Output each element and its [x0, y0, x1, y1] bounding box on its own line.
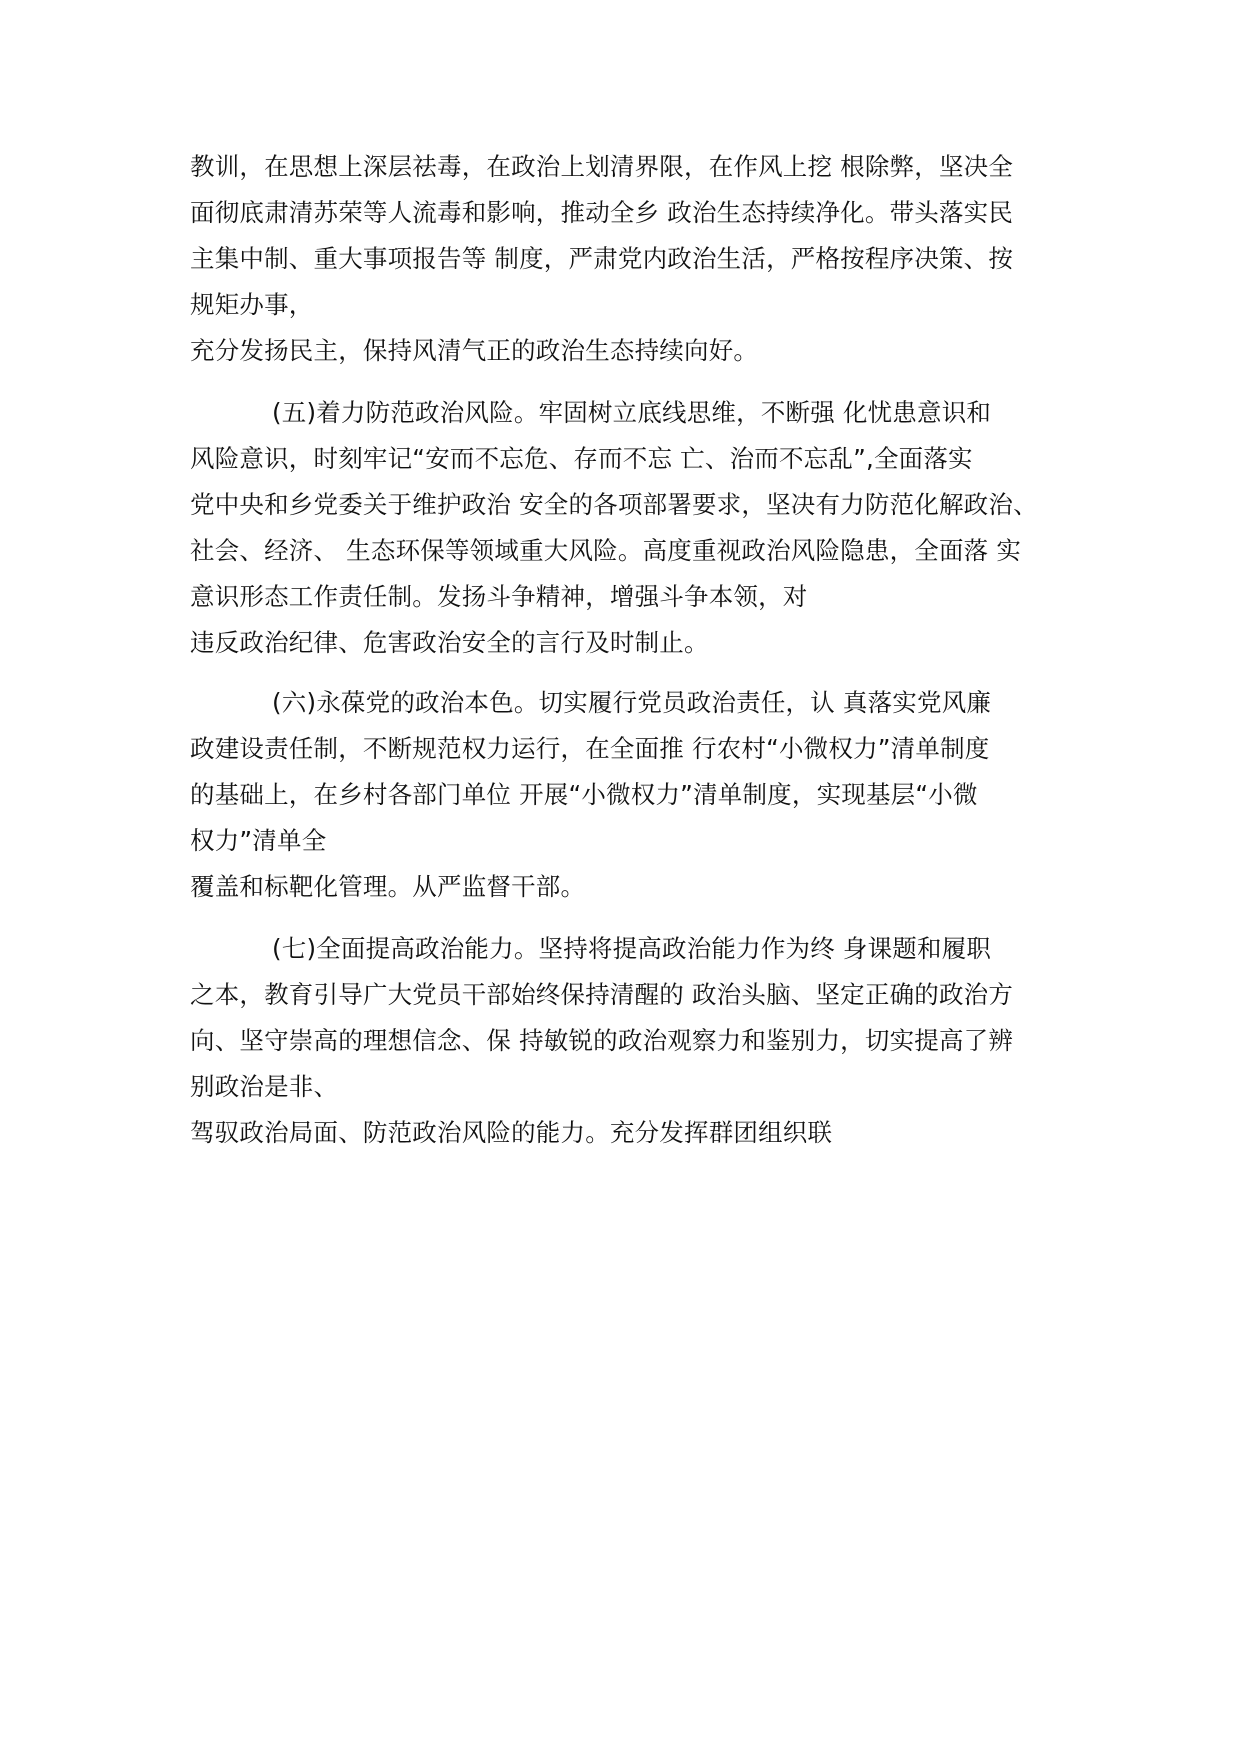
text-line: 违反政治纪律、危害政治安全的言行及时制止。 [190, 628, 709, 657]
text-line: 向、坚守崇高的理想信念、保 持敏锐的政治观察力和鉴别力，切实提高了辨 [190, 1026, 1014, 1055]
text-line: 驾驭政治局面、防范政治风险的能力。充分发挥群团组织联 [190, 1118, 833, 1147]
text-line: 的基础上，在乡村各部门单位 开展“小微权力”清单制度，实现基层“小微 [190, 780, 978, 809]
text-line: 政建设责任制，不断规范权力运行，在全面推 行农村“小微权力”清单制度 [190, 734, 990, 763]
text-line: 别政治是非、 [190, 1072, 339, 1101]
text-line: 权力”清单全 [190, 826, 327, 855]
text-line: 覆盖和标靶化管理。从严监督干部。 [190, 872, 586, 901]
paragraph-heading-5: (五)着力防范政治风险。牢固树立底线思维，不断强 化忧患意识和 [272, 398, 992, 427]
text-line: 之本，教育引导广大党员干部始终保持清醒的 政治头脑、坚定正确的政治方 [190, 980, 1014, 1009]
text-line: 教训，在思想上深层祛毒，在政治上划清界限，在作风上挖 根除弊，坚决全 [190, 152, 1014, 181]
paragraph-heading-6: (六)永葆党的政治本色。切实履行党员政治责任，认 真落实党风廉 [272, 688, 992, 717]
paragraph-heading-7: (七)全面提高政治能力。坚持将提高政治能力作为终 身课题和履职 [272, 934, 992, 963]
text-line: 主集中制、重大事项报告等 制度，严肃党内政治生活，严格按程序决策、按 [190, 244, 1014, 273]
text-line: 风险意识，时刻牢记“安而不忘危、存而不忘 亡、治而不忘乱”,全面落实 [190, 444, 973, 473]
text-line: 党中央和乡党委关于维护政治 安全的各项部署要求，坚决有力防范化解政治、 [190, 490, 1038, 519]
text-line: 充分发扬民主，保持风清气正的政治生态持续向好。 [190, 336, 759, 365]
text-line: 规矩办事， [190, 290, 314, 319]
text-line: 面彻底肃清苏荣等人流毒和影响，推动全乡 政治生态持续净化。带头落实民 [190, 198, 1014, 227]
text-line: 社会、经济、 生态环保等领域重大风险。高度重视政治风险隐患，全面落 实 [190, 536, 1022, 565]
text-line: 意识形态工作责任制。发扬斗争精神，增强斗争本领，对 [190, 582, 808, 611]
